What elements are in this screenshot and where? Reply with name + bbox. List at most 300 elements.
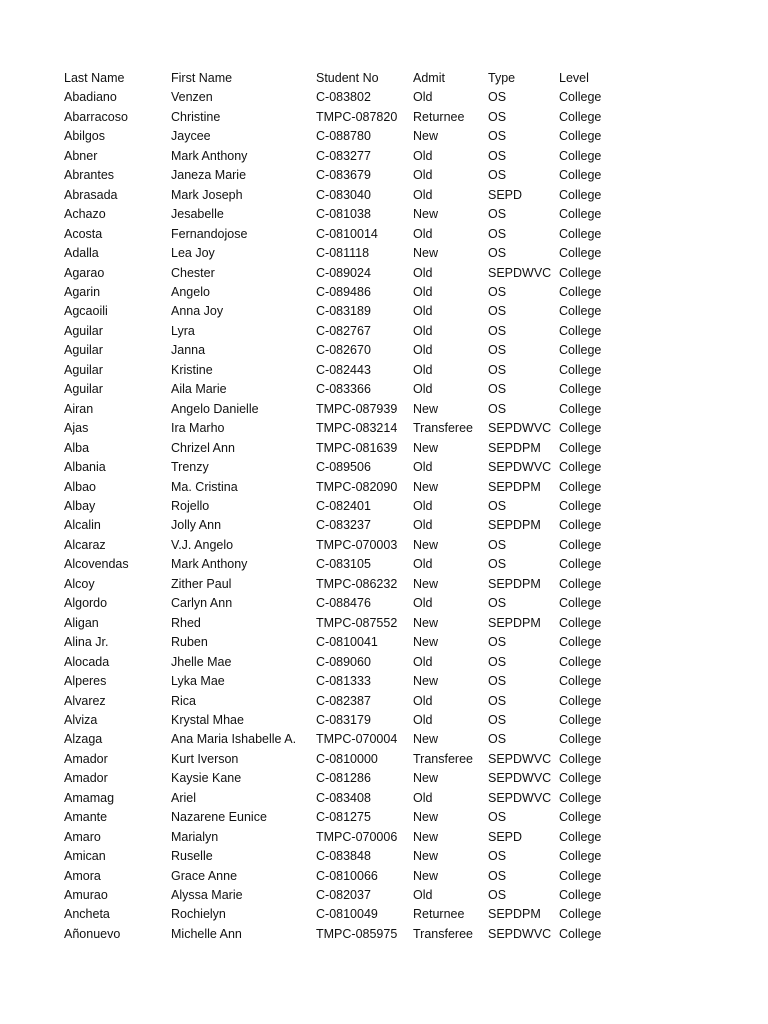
cell-last-name: Abarracoso [64,109,128,124]
cell-admit: Old [413,226,433,241]
table-row [64,225,619,244]
cell-type: OS [488,849,507,864]
cell-level: College [559,421,602,436]
cell-last-name: Abner [64,148,98,163]
cell-first-name: Michelle Ann [171,926,242,941]
cell-admit: Old [413,90,433,105]
cell-admit: New [413,829,439,844]
table-row [64,769,619,788]
cell-first-name: Janeza Marie [171,168,247,183]
cell-admit: New [413,440,439,455]
cell-student-no: C-083848 [316,849,371,864]
cell-type: SEPDPM [488,615,541,630]
table-row [64,400,619,419]
cell-student-no: C-081286 [316,771,371,786]
table-row [64,808,619,827]
cell-level: College [559,732,602,747]
header-type: Type [488,71,516,85]
table-row [64,127,619,146]
header-admit: Admit [413,71,445,85]
cell-student-no: TMPC-083214 [316,421,398,436]
cell-student-no: TMPC-087552 [316,615,398,630]
cell-student-no: C-083179 [316,712,371,727]
cell-last-name: Aguilar [64,323,103,338]
cell-student-no: C-082767 [316,323,371,338]
cell-student-no: C-082401 [316,498,371,513]
cell-admit: Old [413,888,433,903]
cell-level: College [559,576,602,591]
cell-type: SEPDWVC [488,790,552,805]
cell-admit: Old [413,323,433,338]
cell-type: OS [488,888,507,903]
cell-first-name: V.J. Angelo [171,537,234,552]
cell-type: OS [488,148,507,163]
cell-type: OS [488,226,507,241]
table-row [64,147,619,166]
cell-admit: New [413,849,439,864]
cell-type: SEPDWVC [488,460,552,475]
table-row [64,925,619,944]
cell-level: College [559,382,602,397]
cell-type: OS [488,674,507,689]
cell-last-name: Aligan [64,615,99,630]
cell-last-name: Alvarez [64,693,106,708]
header-row [64,69,619,88]
cell-level: College [559,654,602,669]
cell-first-name: Nazarene Eunice [171,810,267,825]
cell-type: OS [488,810,507,825]
table-row [64,166,619,185]
cell-level: College [559,323,602,338]
cell-last-name: Albao [64,479,96,494]
cell-first-name: Kaysie Kane [171,771,242,786]
cell-first-name: Ma. Cristina [171,479,238,494]
cell-admit: New [413,246,439,261]
cell-student-no: TMPC-070003 [316,537,398,552]
cell-level: College [559,362,602,377]
cell-student-no: TMPC-087939 [316,401,398,416]
cell-student-no: C-0810014 [316,226,378,241]
cell-type: OS [488,654,507,669]
cell-student-no: C-089506 [316,460,371,475]
cell-last-name: Albania [64,460,106,475]
cell-admit: New [413,635,439,650]
cell-student-no: C-081333 [316,674,371,689]
cell-admit: Old [413,712,433,727]
cell-admit: Old [413,304,433,319]
cell-level: College [559,596,602,611]
cell-level: College [559,790,602,805]
cell-last-name: Amador [64,771,108,786]
cell-first-name: Jolly Ann [171,518,222,533]
table-row [64,88,619,107]
cell-level: College [559,771,602,786]
cell-type: OS [488,712,507,727]
cell-level: College [559,498,602,513]
cell-level: College [559,537,602,552]
cell-level: College [559,129,602,144]
cell-level: College [559,907,602,922]
cell-last-name: Agarin [64,284,101,299]
cell-last-name: Alzaga [64,732,103,747]
cell-student-no: C-083277 [316,148,371,163]
cell-last-name: Añonuevo [64,926,121,941]
cell-level: College [559,460,602,475]
student-list-sheet [64,69,619,944]
cell-last-name: Amador [64,751,108,766]
table-row [64,828,619,847]
table-row [64,692,619,711]
table-row [64,205,619,224]
cell-type: OS [488,732,507,747]
table-row [64,536,619,555]
cell-level: College [559,246,602,261]
cell-level: College [559,440,602,455]
cell-last-name: Amican [64,849,106,864]
table-row [64,244,619,263]
cell-first-name: Chester [171,265,215,280]
cell-first-name: Fernandojose [171,226,248,241]
cell-type: SEPD [488,187,523,202]
cell-student-no: C-088780 [316,129,371,144]
header-level: Level [559,71,589,85]
cell-level: College [559,168,602,183]
cell-last-name: Alviza [64,712,98,727]
cell-admit: Old [413,790,433,805]
cell-first-name: Rojello [171,498,210,513]
cell-first-name: Kurt Iverson [171,751,239,766]
cell-last-name: Amurao [64,888,108,903]
cell-last-name: Albay [64,498,96,513]
table-row [64,439,619,458]
cell-student-no: C-088476 [316,596,371,611]
cell-level: College [559,751,602,766]
cell-admit: Old [413,362,433,377]
cell-type: SEPDWVC [488,751,552,766]
cell-admit: Old [413,265,433,280]
cell-admit: New [413,868,439,883]
cell-student-no: C-083802 [316,90,371,105]
cell-type: SEPDWVC [488,926,552,941]
table-row [64,302,619,321]
cell-last-name: Ancheta [64,907,110,922]
cell-student-no: C-082443 [316,362,371,377]
cell-first-name: Rochielyn [171,907,226,922]
cell-first-name: Aila Marie [171,382,227,397]
table-row [64,108,619,127]
cell-first-name: Trenzy [171,460,209,475]
cell-last-name: Ajas [64,421,89,436]
cell-last-name: Aguilar [64,382,103,397]
cell-type: SEPDPM [488,576,541,591]
cell-admit: New [413,207,439,222]
cell-type: OS [488,246,507,261]
cell-type: OS [488,498,507,513]
cell-student-no: TMPC-085975 [316,926,398,941]
table-row [64,867,619,886]
cell-admit: Transferee [413,926,473,941]
table-row [64,789,619,808]
cell-student-no: TMPC-086232 [316,576,398,591]
table-row [64,478,619,497]
cell-admit: New [413,479,439,494]
cell-level: College [559,868,602,883]
cell-admit: Transferee [413,421,473,436]
table-row [64,672,619,691]
cell-first-name: Zither Paul [171,576,232,591]
table-row [64,653,619,672]
cell-last-name: Abadiano [64,90,117,105]
cell-first-name: Lyra [171,323,195,338]
cell-type: OS [488,109,507,124]
table-row [64,633,619,652]
cell-admit: New [413,732,439,747]
cell-first-name: Janna [171,343,206,358]
cell-first-name: Carlyn Ann [171,596,233,611]
cell-student-no: C-089486 [316,284,371,299]
cell-level: College [559,849,602,864]
cell-last-name: Amora [64,868,101,883]
cell-admit: Old [413,557,433,572]
cell-last-name: Amamag [64,790,115,805]
cell-first-name: Lea Joy [171,246,215,261]
cell-first-name: Marialyn [171,829,219,844]
cell-admit: Old [413,187,433,202]
cell-admit: Old [413,284,433,299]
table-row [64,186,619,205]
cell-admit: Transferee [413,751,473,766]
cell-level: College [559,557,602,572]
table-row [64,516,619,535]
cell-type: OS [488,323,507,338]
cell-admit: Old [413,148,433,163]
cell-type: SEPDWVC [488,265,552,280]
cell-first-name: Jesabelle [171,207,224,222]
cell-student-no: C-081275 [316,810,371,825]
cell-admit: New [413,576,439,591]
cell-first-name: Chrizel Ann [171,440,235,455]
table-row [64,419,619,438]
cell-last-name: Achazo [64,207,106,222]
cell-last-name: Abilgos [64,129,105,144]
cell-level: College [559,90,602,105]
cell-student-no: C-083105 [316,557,371,572]
cell-last-name: Aguilar [64,362,103,377]
cell-first-name: Ruselle [171,849,213,864]
cell-first-name: Mark Anthony [171,148,248,163]
cell-admit: Old [413,168,433,183]
cell-first-name: Anna Joy [171,304,224,319]
cell-type: SEPD [488,829,523,844]
cell-type: OS [488,90,507,105]
cell-admit: Old [413,518,433,533]
cell-first-name: Ana Maria Ishabelle A. [171,732,297,747]
cell-type: OS [488,362,507,377]
table-row [64,458,619,477]
cell-level: College [559,829,602,844]
table-row [64,614,619,633]
table-row [64,711,619,730]
cell-admit: Old [413,654,433,669]
cell-last-name: Agcaoili [64,304,108,319]
cell-student-no: C-081118 [316,246,370,261]
cell-first-name: Grace Anne [171,868,238,883]
cell-first-name: Rica [171,693,197,708]
cell-last-name: Amaro [64,829,101,844]
cell-admit: New [413,401,439,416]
cell-student-no: TMPC-087820 [316,109,398,124]
cell-student-no: C-089024 [316,265,371,280]
cell-level: College [559,207,602,222]
cell-student-no: C-083040 [316,187,371,202]
cell-type: OS [488,401,507,416]
header-last-name: Last Name [64,71,125,85]
cell-admit: Old [413,382,433,397]
cell-admit: Old [413,460,433,475]
table-row [64,594,619,613]
cell-type: OS [488,284,507,299]
cell-last-name: Alina Jr. [64,635,109,650]
cell-level: College [559,615,602,630]
table-row [64,264,619,283]
cell-level: College [559,712,602,727]
cell-level: College [559,810,602,825]
cell-admit: Old [413,498,433,513]
cell-type: OS [488,868,507,883]
cell-student-no: C-083679 [316,168,371,183]
cell-last-name: Abrasada [64,187,118,202]
student-table [64,69,619,944]
cell-last-name: Abrantes [64,168,115,183]
cell-last-name: Alcaraz [64,537,106,552]
cell-level: College [559,693,602,708]
table-row [64,750,619,769]
table-row [64,847,619,866]
table-row [64,497,619,516]
cell-first-name: Jaycee [171,129,211,144]
cell-level: College [559,401,602,416]
cell-student-no: C-082037 [316,888,371,903]
cell-first-name: Angelo Danielle [171,401,259,416]
cell-first-name: Venzen [171,90,213,105]
cell-last-name: Alba [64,440,90,455]
cell-student-no: C-083366 [316,382,371,397]
cell-last-name: Algordo [64,596,108,611]
cell-first-name: Jhelle Mae [171,654,232,669]
cell-admit: New [413,537,439,552]
cell-admit: New [413,615,439,630]
cell-first-name: Mark Joseph [171,187,243,202]
cell-level: College [559,888,602,903]
cell-level: College [559,148,602,163]
cell-student-no: C-089060 [316,654,371,669]
cell-first-name: Mark Anthony [171,557,248,572]
cell-first-name: Lyka Mae [171,674,225,689]
cell-first-name: Rhed [171,615,201,630]
cell-last-name: Airan [64,401,94,416]
cell-admit: Old [413,693,433,708]
cell-first-name: Angelo [171,284,210,299]
cell-type: OS [488,635,507,650]
cell-level: College [559,304,602,319]
cell-level: College [559,674,602,689]
cell-student-no: C-0810000 [316,751,378,766]
cell-student-no: C-083189 [316,304,371,319]
cell-level: College [559,187,602,202]
table-row [64,730,619,749]
cell-first-name: Kristine [171,362,213,377]
cell-type: SEPDWVC [488,771,552,786]
cell-level: College [559,479,602,494]
cell-student-no: C-0810049 [316,907,378,922]
table-row [64,341,619,360]
cell-type: OS [488,207,507,222]
cell-student-no: TMPC-082090 [316,479,398,494]
cell-last-name: Aguilar [64,343,103,358]
cell-type: OS [488,382,507,397]
cell-first-name: Christine [171,109,221,124]
cell-type: OS [488,596,507,611]
cell-last-name: Alocada [64,654,110,669]
cell-student-no: C-0810066 [316,868,378,883]
cell-last-name: Alperes [64,674,107,689]
cell-student-no: C-083237 [316,518,371,533]
cell-type: SEPDPM [488,479,541,494]
cell-type: OS [488,168,507,183]
cell-first-name: Ruben [171,635,208,650]
cell-student-no: C-082670 [316,343,371,358]
cell-first-name: Ariel [171,790,197,805]
cell-type: OS [488,129,507,144]
table-row [64,380,619,399]
cell-type: OS [488,304,507,319]
cell-level: College [559,284,602,299]
cell-level: College [559,518,602,533]
cell-last-name: Amante [64,810,108,825]
cell-student-no: C-0810041 [316,635,378,650]
cell-type: OS [488,537,507,552]
cell-first-name: Krystal Mhae [171,712,244,727]
table-row [64,555,619,574]
table-row [64,283,619,302]
table-row [64,905,619,924]
cell-type: SEPDPM [488,440,541,455]
cell-first-name: Ira Marho [171,421,225,436]
cell-admit: Returnee [413,907,465,922]
cell-student-no: C-081038 [316,207,371,222]
cell-student-no: C-082387 [316,693,371,708]
header-first-name: First Name [171,71,233,85]
cell-admit: New [413,674,439,689]
cell-student-no: TMPC-070006 [316,829,398,844]
cell-last-name: Alcovendas [64,557,129,572]
cell-first-name: Alyssa Marie [171,888,243,903]
cell-student-no: TMPC-070004 [316,732,398,747]
cell-student-no: C-083408 [316,790,371,805]
table-row [64,886,619,905]
cell-student-no: TMPC-081639 [316,440,398,455]
cell-level: College [559,265,602,280]
cell-admit: New [413,129,439,144]
table-body [64,88,619,944]
cell-last-name: Agarao [64,265,105,280]
table-row [64,322,619,341]
cell-level: College [559,226,602,241]
cell-level: College [559,109,602,124]
table-row [64,361,619,380]
cell-admit: New [413,810,439,825]
table-row [64,575,619,594]
